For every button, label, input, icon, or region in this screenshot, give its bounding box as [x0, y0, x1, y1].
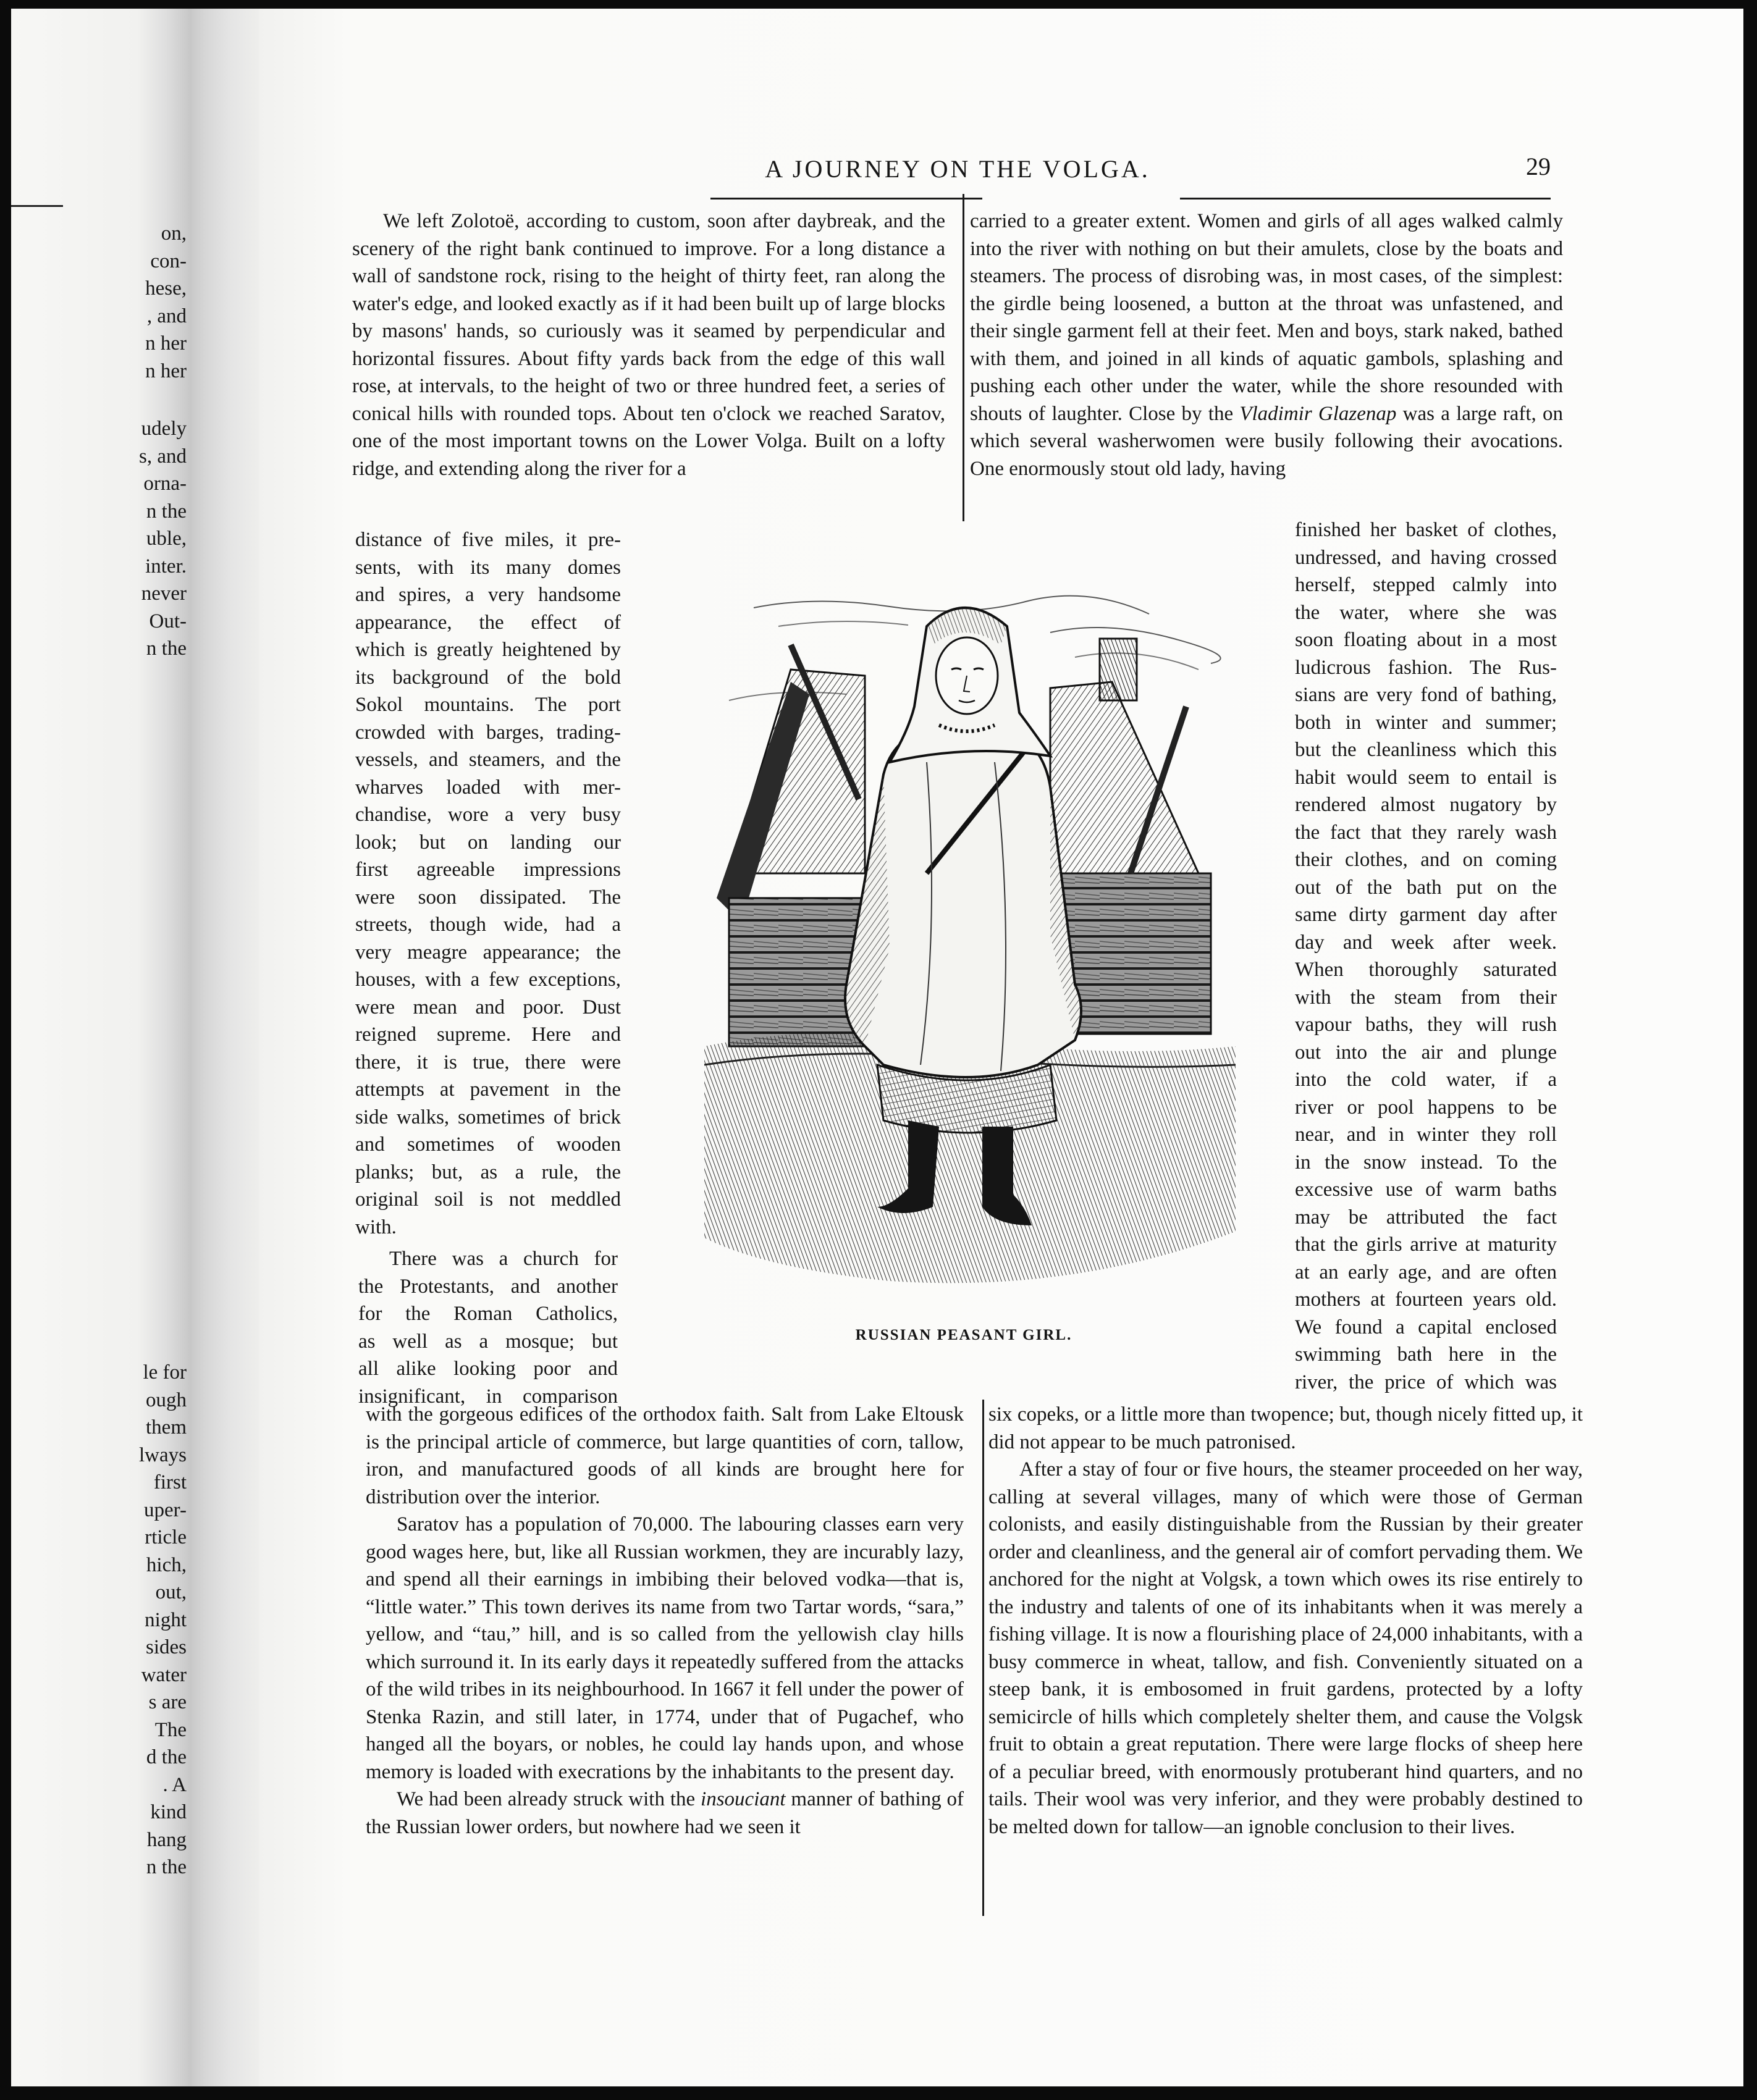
illustration-caption: RUSSIAN PEASANT GIRL. — [855, 1327, 1072, 1343]
paragraph-saratov-population: Saratov has a population of 70,000. The labouring classes earn very good wages here, but, like all Russian workmen, they are incurably lazy, and spend all their earnings in imbibing their beloved vodka—that is, “little water.” This town derives its name from two Tartar words, “sara,” yellow, and “tau,” hill, and is so called from the yellowish clay hills which surround it. In its early days it repeatedly suffered from the attacks of the wild tribes in its neighbourhood. In 1667 it fell under the power of Stenka Razin, and still later, in 1774, under that of Pugachef, who hanged all the boyars, or nobles, he could lay hands upon, and whose memory is loaded with execrations by the inhabitants to the present day. — [366, 1513, 964, 1783]
text-line: streets, though wide, had a — [355, 914, 621, 936]
scan-border-left — [0, 0, 11, 2100]
previous-page-line: ough — [146, 1388, 187, 1411]
text-line: side walks, sometimes of brick — [355, 1106, 621, 1128]
header-rule-left — [710, 198, 982, 200]
text-line: habit would seem to entail is — [1295, 766, 1557, 789]
paragraph-bathing: carried to a greater extent. Women and girls of all ages walked calmly into the river with nothing on but their amulets, close by the boats and steamers. The process of disrobing was, in most cases, of the simplest: the girdle being loosened, a button at the throat was unfastened, and their single garment fell at their feet. Men and boys, stark naked, bathed with them, and joined in all kinds of aquatic gambols, splashing and pushing each other under the water, while the shore resounded with shouts of laughter. Close by the Vladimir Glazenap was a large raft, on which several washerwomen were busily following their avocations. One enormously stout old lady, having — [970, 210, 1563, 480]
text-line: day and week after week. — [1295, 931, 1557, 954]
text-line: soon floating about in a most — [1295, 629, 1557, 651]
text-line: distance of five miles, it pre- — [355, 529, 621, 551]
text-line: wharves loaded with mer- — [355, 776, 621, 799]
right-column-bottom — [988, 1401, 1583, 1841]
left-column-bottom — [366, 1401, 964, 1841]
text-line: and sometimes of wooden — [355, 1133, 621, 1156]
text-line: at an early age, and are often — [1295, 1261, 1557, 1283]
right-column-narrow — [1295, 516, 1557, 1396]
previous-page-line: never — [141, 582, 187, 605]
text-line: There was a church for — [389, 1248, 618, 1270]
previous-page-line: , and — [146, 304, 187, 327]
previous-page-line: n the — [146, 1856, 187, 1878]
text-line: out into the air and plunge — [1295, 1041, 1557, 1064]
previous-page-line: night — [145, 1608, 187, 1631]
left-column-top — [352, 208, 945, 482]
previous-page-line: lways — [139, 1443, 187, 1466]
text-line: out of the bath put on the — [1295, 876, 1557, 899]
text-line: all alike looking poor and — [358, 1358, 618, 1380]
text-line: were soon dissipated. The — [355, 886, 621, 909]
text-line: finished her basket of clothes, — [1295, 519, 1557, 541]
paragraph-volgsk: After a stay of four or five hours, the steamer proceeded on her way, calling at several villages, many of which were those of German colonists, and easily distinguishable from the Russian by their greater order and cleanliness, and the general air of comfort pervading them. We anchored for the night at Volgsk, a town which owes its rise entirely to the industry and talents of one of its inhabitants when it was merely a fishing village. It is now a flourishing place of 24,000 inhabitants, with a busy commerce in wheat, tallow, and fish. Conveniently situated on a steep bank, it is embosomed in fruit gardens, protected by a lofty semicircle of hills which completely shelter them, and cause the Volgsk fruit to obtain a great reputation. There were large flocks of sheep here of a peculiar breed, with enormously protuberant hind quarters, and no tails. Their wool was very inferior, and they were probably destined to be melted down for tallow—an ignoble conclusion to their lives. — [988, 1458, 1583, 1838]
text-line: very meagre appearance; the — [355, 941, 621, 964]
left-column-narrow — [355, 526, 621, 1241]
scan-border-right — [1743, 0, 1757, 2100]
text-line: first agreeable impressions — [355, 859, 621, 881]
book-gutter-shadow — [192, 9, 259, 2086]
text-line: houses, with a few exceptions, — [355, 968, 621, 991]
text-line: excessive use of warm baths — [1295, 1178, 1557, 1201]
text-line: When thoroughly saturated — [1295, 959, 1557, 981]
text-line: their clothes, and on coming — [1295, 849, 1557, 871]
text-line: there, it is true, there were — [355, 1051, 621, 1073]
text-line: its background of the bold — [355, 666, 621, 689]
text-line: We found a capital enclosed — [1295, 1316, 1557, 1338]
text-line: sents, with its many domes — [355, 556, 621, 579]
previous-page-line: hese, — [145, 277, 187, 300]
paragraph-copeks: six copeks, or a little more than twopence; but, though nicely fitted up, it did not appear to be much patronised. — [988, 1403, 1583, 1453]
book-page — [259, 9, 1743, 2086]
text-line: vessels, and steamers, and the — [355, 749, 621, 771]
scan-border-bottom — [0, 2086, 1757, 2100]
previous-page-line: n her — [145, 359, 187, 382]
italic-phrase: insouciant — [701, 1788, 786, 1810]
previous-page-line: them — [146, 1416, 187, 1438]
text-line: river, the price of which was — [1295, 1371, 1557, 1393]
column-rule-bottom — [982, 1400, 984, 1916]
previous-page-rule — [11, 205, 63, 207]
text-line: the Protestants, and another — [358, 1275, 618, 1298]
text-line: vapour baths, they will rush — [1295, 1014, 1557, 1036]
text-line: were mean and poor. Dust — [355, 996, 621, 1018]
text-line: ludicrous fashion. The Rus- — [1295, 656, 1557, 679]
text-line: reigned supreme. Here and — [355, 1023, 621, 1046]
previous-page-line: uble, — [146, 527, 187, 550]
text-line: herself, stepped calmly into — [1295, 574, 1557, 596]
right-column-top — [970, 208, 1563, 482]
text-line: sians are very fond of bathing, — [1295, 684, 1557, 706]
paragraph-bathing-intro: We had been already struck with the insouciant manner of bathing of the Russian lower orders, but nowhere had we seen it — [366, 1788, 964, 1838]
text-line: which is greatly heightened by — [355, 639, 621, 661]
previous-page-line: hich, — [146, 1553, 187, 1576]
text-line: look; but on landing our — [355, 831, 621, 854]
previous-page-line: . A — [162, 1773, 187, 1796]
column-rule-top — [963, 194, 964, 521]
running-head: A JOURNEY ON THE VOLGA. — [765, 155, 1150, 183]
text-line: near, and in winter they roll — [1295, 1124, 1557, 1146]
text-line: mothers at fourteen years old. — [1295, 1288, 1557, 1311]
text-line: but the cleanliness which this — [1295, 739, 1557, 761]
text-line: insignificant, in comparison — [358, 1385, 618, 1408]
previous-page-line: s, and — [139, 445, 187, 468]
text-line: crowded with barges, trading- — [355, 721, 621, 744]
previous-page-edge — [11, 9, 192, 2086]
text-line: into the cold water, if a — [1295, 1069, 1557, 1091]
text-line: the fact that they rarely wash — [1295, 821, 1557, 844]
previous-page-line: d the — [146, 1746, 187, 1768]
text-line: as well as a mosque; but — [358, 1330, 618, 1353]
previous-page-line: le for — [143, 1361, 187, 1384]
previous-page-line: first — [153, 1471, 187, 1493]
text-line: both in winter and summer; — [1295, 711, 1557, 734]
text-line: swimming bath here in the — [1295, 1343, 1557, 1366]
text-line: planks; but, as a rule, the — [355, 1161, 621, 1183]
previous-page-line: out, — [155, 1581, 187, 1603]
previous-page-line: n her — [145, 332, 187, 355]
text-line: Sokol mountains. The port — [355, 694, 621, 716]
text-line: same dirty garment day after — [1295, 904, 1557, 926]
previous-page-line: rticle — [145, 1526, 187, 1548]
previous-page-line: uper- — [144, 1498, 187, 1521]
text-line: undressed, and having crossed — [1295, 546, 1557, 569]
paragraph-orthodox: with the gorgeous edifices of the orthodox faith. Salt from Lake Eltousk is the principal article of commerce, but large quantities of corn, tallow, iron, and manufactured goods of all kinds are brought here for distribution over the interior. — [366, 1403, 964, 1508]
previous-page-line: kind — [150, 1801, 187, 1823]
previous-page-line: s are — [148, 1691, 187, 1713]
left-column-narrow-2 — [358, 1245, 618, 1410]
text-line: original soil is not meddled — [355, 1188, 621, 1211]
previous-page-line: n the — [146, 500, 187, 523]
scan-border-top — [0, 0, 1757, 9]
paragraph-zolotoe: We left Zolotoë, according to custom, soon after daybreak, and the scenery of the right bank continued to improve. For a long distance a wall of sandstone rock, rising to the height of thirty feet, ran along the water's edge, and looked exactly as if it had been built up of large blocks by masons' hands, so curiously was it seamed by perpendicular and horizontal fissures. About fifty yards back from the edge of this wall rose, at intervals, to the height of two or three hundred feet, a series of conical hills with rounded tops. About ten o'clock we reached Saratov, one of the most important towns on the Lower Volga. Built on a lofty ridge, and extending along the river for a — [352, 210, 945, 480]
previous-page-line: sides — [146, 1636, 187, 1658]
previous-page-line: con- — [150, 250, 187, 272]
previous-page-line: The — [154, 1718, 187, 1741]
previous-page-line: orna- — [143, 472, 187, 495]
previous-page-line: water — [141, 1663, 187, 1686]
text-line: with. — [355, 1216, 397, 1238]
italic-phrase: Vladimir Glazenap — [1239, 402, 1397, 425]
russian-peasant-girl-engraving — [704, 552, 1236, 1306]
page-number: 29 — [1526, 153, 1551, 180]
header-rule-right — [1180, 198, 1551, 200]
text-line: appearance, the effect of — [355, 611, 621, 634]
text-line: that the girls arrive at maturity — [1295, 1233, 1557, 1256]
text-line: with the steam from their — [1295, 986, 1557, 1009]
text-line: for the Roman Catholics, — [358, 1303, 618, 1325]
text-line: attempts at pavement in the — [355, 1078, 621, 1101]
text-line: and spires, a very handsome — [355, 584, 621, 606]
text-line: may be attributed the fact — [1295, 1206, 1557, 1228]
text-line: in the snow instead. To the — [1295, 1151, 1557, 1174]
previous-page-line: inter. — [145, 555, 187, 578]
text-line: the water, where she was — [1295, 601, 1557, 624]
previous-page-line: on, — [161, 222, 187, 245]
text-line: river or pool happens to be — [1295, 1096, 1557, 1119]
previous-page-line: udely — [141, 418, 187, 440]
text-line: rendered almost nugatory by — [1295, 794, 1557, 816]
previous-page-line: n the — [146, 637, 187, 660]
previous-page-line: hang — [146, 1828, 187, 1851]
previous-page-line: Out- — [149, 610, 187, 632]
text-line: chandise, wore a very busy — [355, 804, 621, 826]
